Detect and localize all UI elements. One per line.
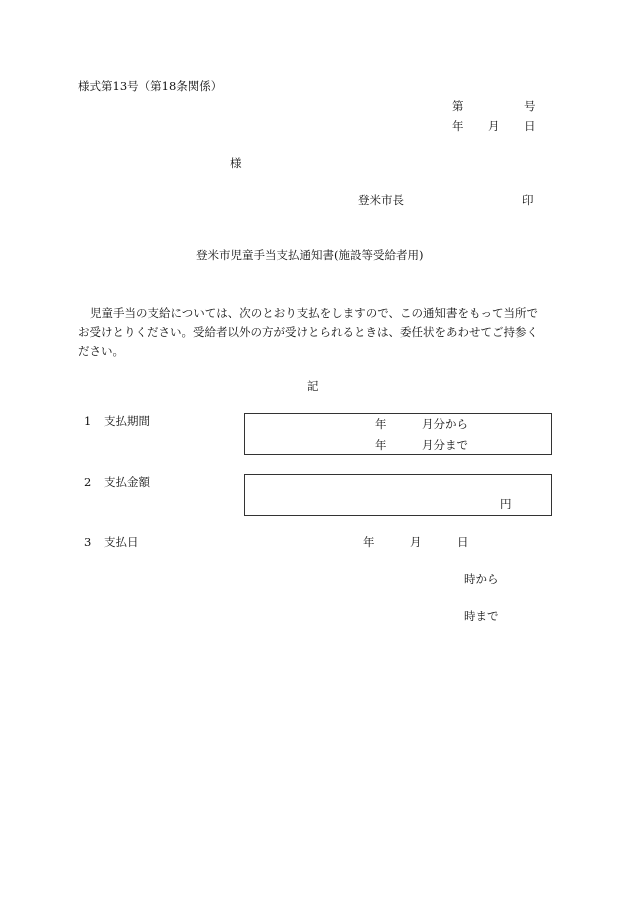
body-line-3: ださい。 bbox=[78, 344, 124, 358]
seal-mark: 印 bbox=[522, 193, 534, 207]
form-number: 様式第13号（第18条関係） bbox=[78, 79, 223, 93]
date-month: 月 bbox=[488, 119, 500, 133]
doc-number-prefix: 第 bbox=[452, 99, 464, 113]
pay-date-day: 日 bbox=[457, 535, 469, 549]
pay-time-to: 時まで bbox=[464, 609, 499, 623]
body-line-2: お受けとりください。受給者以外の方が受けとられるときは、委任状をあわせてご持参く bbox=[78, 325, 538, 339]
addressee-honorific: 様 bbox=[230, 156, 242, 170]
pay-time-from: 時から bbox=[464, 572, 499, 586]
period-from-month: 月分から bbox=[422, 417, 468, 431]
item-1-label: 支払期間 bbox=[104, 414, 150, 428]
date-day: 日 bbox=[524, 119, 536, 133]
ki-heading: 記 bbox=[307, 379, 319, 393]
doc-number-suffix: 号 bbox=[524, 99, 536, 113]
pay-date-month: 月 bbox=[410, 535, 422, 549]
date-year: 年 bbox=[452, 119, 464, 133]
amount-unit: 円 bbox=[500, 497, 512, 511]
payment-period-box bbox=[244, 413, 552, 455]
item-3-label: 支払日 bbox=[104, 535, 139, 549]
item-3-number: 3 bbox=[84, 535, 92, 549]
item-2-number: 2 bbox=[84, 475, 92, 489]
period-to-year: 年 bbox=[375, 438, 387, 452]
period-from-year: 年 bbox=[375, 417, 387, 431]
item-2-label: 支払金額 bbox=[104, 475, 150, 489]
document-title: 登米市児童手当支払通知書(施設等受給者用) bbox=[196, 248, 424, 262]
issuer-title: 登米市長 bbox=[358, 193, 404, 207]
item-1-number: 1 bbox=[84, 414, 92, 428]
body-paragraph bbox=[78, 304, 560, 361]
period-to-month: 月分まで bbox=[422, 438, 468, 452]
body-line-1: 児童手当の支給については、次のとおり支払をしますので、この通知書をもって当所で bbox=[90, 306, 539, 320]
pay-date-year: 年 bbox=[363, 535, 375, 549]
